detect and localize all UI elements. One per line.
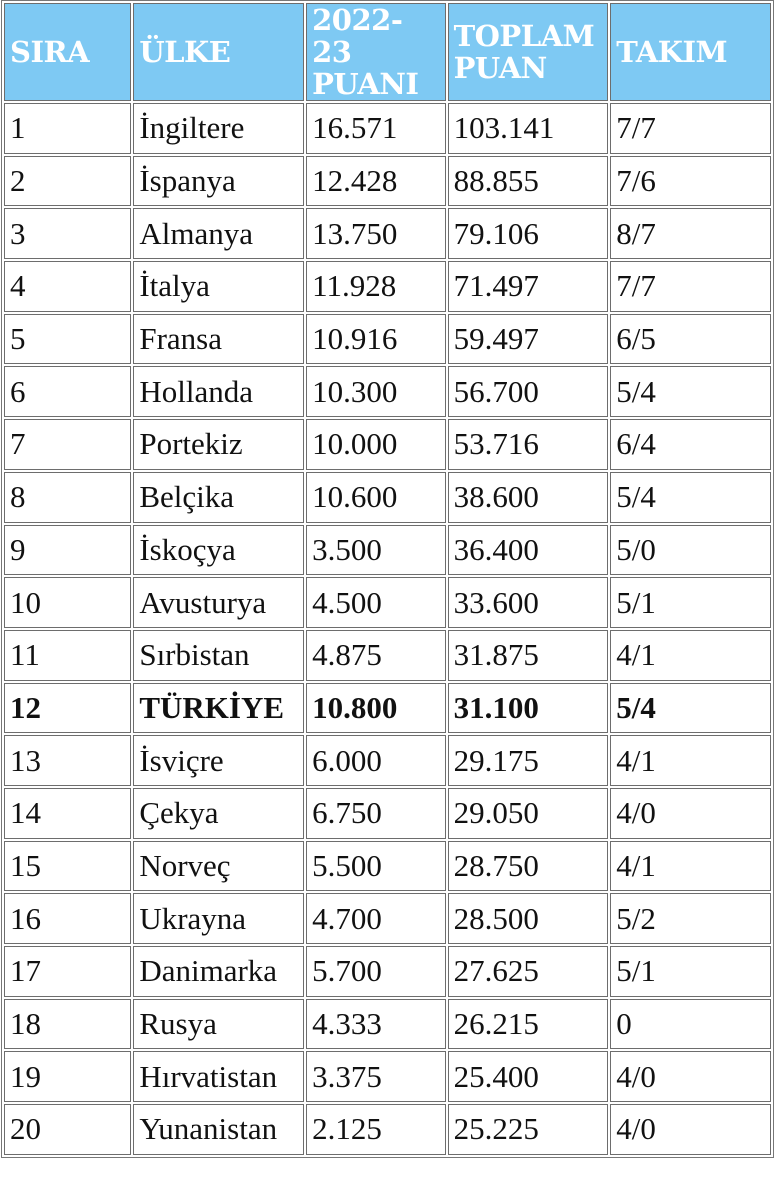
cell-season-points: 13.750 (306, 208, 445, 259)
cell-teams: 5/0 (610, 525, 771, 576)
cell-season-points: 4.333 (306, 999, 445, 1050)
cell-country: Sırbistan (133, 630, 304, 681)
cell-season-points: 4.700 (306, 893, 445, 944)
cell-total-points: 29.175 (448, 735, 609, 786)
cell-teams: 6/5 (610, 314, 771, 365)
cell-teams: 5/2 (610, 893, 771, 944)
cell-teams: 4/0 (610, 1051, 771, 1102)
cell-country: Hollanda (133, 366, 304, 417)
table-row (4, 314, 771, 365)
header-total-points: TOPLAM PUAN (448, 3, 609, 101)
cell-season-points: 4.875 (306, 630, 445, 681)
cell-country: Almanya (133, 208, 304, 259)
cell-total-points: 59.497 (448, 314, 609, 365)
cell-rank: 15 (4, 841, 131, 892)
table-row (4, 683, 771, 734)
header-row (4, 3, 771, 101)
cell-total-points: 25.225 (448, 1104, 609, 1155)
cell-country: İngiltere (133, 103, 304, 154)
cell-season-points: 11.928 (306, 261, 445, 312)
cell-season-points: 4.500 (306, 577, 445, 628)
cell-country: Avusturya (133, 577, 304, 628)
cell-total-points: 56.700 (448, 366, 609, 417)
cell-teams: 8/7 (610, 208, 771, 259)
table-row (4, 156, 771, 207)
table-body (4, 103, 771, 1155)
cell-teams: 4/1 (610, 841, 771, 892)
cell-country: Fransa (133, 314, 304, 365)
table-row (4, 893, 771, 944)
cell-teams: 7/6 (610, 156, 771, 207)
cell-rank: 5 (4, 314, 131, 365)
cell-season-points: 5.500 (306, 841, 445, 892)
cell-rank: 10 (4, 577, 131, 628)
cell-season-points: 10.000 (306, 419, 445, 470)
cell-total-points: 36.400 (448, 525, 609, 576)
cell-teams: 0 (610, 999, 771, 1050)
table-row (4, 366, 771, 417)
cell-rank: 20 (4, 1104, 131, 1155)
table-row (4, 946, 771, 997)
cell-total-points: 103.141 (448, 103, 609, 154)
cell-total-points: 25.400 (448, 1051, 609, 1102)
cell-teams: 6/4 (610, 419, 771, 470)
cell-total-points: 31.100 (448, 683, 609, 734)
header-rank: SIRA (4, 3, 131, 101)
cell-rank: 18 (4, 999, 131, 1050)
cell-total-points: 28.750 (448, 841, 609, 892)
table-row (4, 735, 771, 786)
cell-rank: 4 (4, 261, 131, 312)
cell-teams: 4/1 (610, 630, 771, 681)
cell-country: Portekiz (133, 419, 304, 470)
table-row (4, 208, 771, 259)
cell-teams: 4/1 (610, 735, 771, 786)
cell-season-points: 10.600 (306, 472, 445, 523)
table-row (4, 525, 771, 576)
cell-country: İtalya (133, 261, 304, 312)
cell-country: İspanya (133, 156, 304, 207)
cell-teams: 7/7 (610, 103, 771, 154)
cell-teams: 4/0 (610, 788, 771, 839)
cell-total-points: 53.716 (448, 419, 609, 470)
cell-rank: 13 (4, 735, 131, 786)
cell-country: Çekya (133, 788, 304, 839)
table-row (4, 999, 771, 1050)
cell-country: Yunanistan (133, 1104, 304, 1155)
header-teams: TAKIM (610, 3, 771, 101)
cell-total-points: 88.855 (448, 156, 609, 207)
cell-season-points: 6.000 (306, 735, 445, 786)
cell-total-points: 71.497 (448, 261, 609, 312)
cell-total-points: 27.625 (448, 946, 609, 997)
cell-country: İsviçre (133, 735, 304, 786)
cell-rank: 17 (4, 946, 131, 997)
cell-teams: 7/7 (610, 261, 771, 312)
table-row (4, 788, 771, 839)
cell-season-points: 3.500 (306, 525, 445, 576)
header-season-points: 2022-23 PUANI (306, 3, 445, 101)
table-row (4, 103, 771, 154)
cell-rank: 19 (4, 1051, 131, 1102)
cell-season-points: 16.571 (306, 103, 445, 154)
table-row (4, 419, 771, 470)
cell-season-points: 10.300 (306, 366, 445, 417)
table-row (4, 261, 771, 312)
cell-season-points: 10.800 (306, 683, 445, 734)
cell-season-points: 6.750 (306, 788, 445, 839)
country-ranking-table (1, 0, 774, 1158)
cell-rank: 6 (4, 366, 131, 417)
cell-total-points: 31.875 (448, 630, 609, 681)
cell-rank: 16 (4, 893, 131, 944)
table-header (4, 3, 771, 101)
cell-rank: 14 (4, 788, 131, 839)
cell-rank: 12 (4, 683, 131, 734)
cell-season-points: 2.125 (306, 1104, 445, 1155)
table-row (4, 630, 771, 681)
cell-rank: 1 (4, 103, 131, 154)
cell-country: Ukrayna (133, 893, 304, 944)
table-row (4, 1051, 771, 1102)
table-row (4, 1104, 771, 1155)
cell-season-points: 12.428 (306, 156, 445, 207)
cell-season-points: 10.916 (306, 314, 445, 365)
header-country: ÜLKE (133, 3, 304, 101)
cell-total-points: 29.050 (448, 788, 609, 839)
cell-total-points: 33.600 (448, 577, 609, 628)
cell-teams: 5/4 (610, 366, 771, 417)
cell-rank: 7 (4, 419, 131, 470)
cell-total-points: 26.215 (448, 999, 609, 1050)
cell-teams: 5/4 (610, 683, 771, 734)
cell-country: TÜRKİYE (133, 683, 304, 734)
cell-season-points: 3.375 (306, 1051, 445, 1102)
table-row (4, 472, 771, 523)
cell-country: Norveç (133, 841, 304, 892)
cell-country: Belçika (133, 472, 304, 523)
cell-country: Danimarka (133, 946, 304, 997)
cell-rank: 9 (4, 525, 131, 576)
cell-rank: 3 (4, 208, 131, 259)
cell-total-points: 28.500 (448, 893, 609, 944)
cell-country: Rusya (133, 999, 304, 1050)
cell-country: İskoçya (133, 525, 304, 576)
cell-rank: 8 (4, 472, 131, 523)
cell-total-points: 79.106 (448, 208, 609, 259)
cell-teams: 4/0 (610, 1104, 771, 1155)
table-row (4, 577, 771, 628)
cell-teams: 5/4 (610, 472, 771, 523)
cell-teams: 5/1 (610, 577, 771, 628)
cell-season-points: 5.700 (306, 946, 445, 997)
cell-rank: 11 (4, 630, 131, 681)
cell-teams: 5/1 (610, 946, 771, 997)
cell-rank: 2 (4, 156, 131, 207)
table-row (4, 841, 771, 892)
cell-country: Hırvatistan (133, 1051, 304, 1102)
cell-total-points: 38.600 (448, 472, 609, 523)
